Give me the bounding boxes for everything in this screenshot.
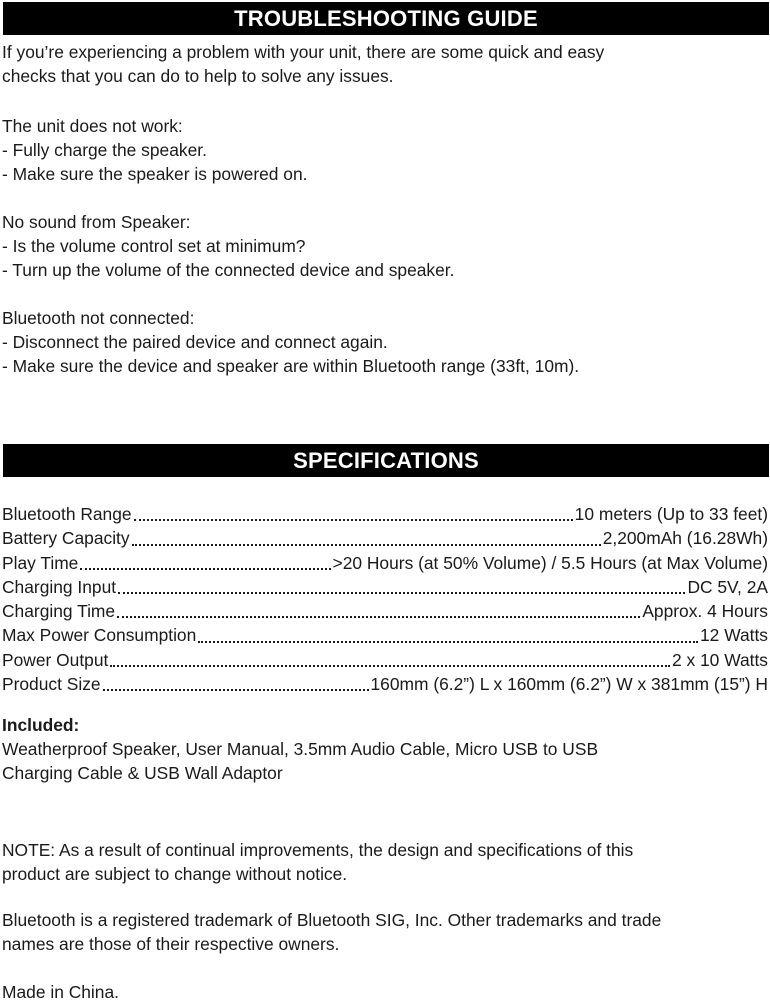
spec-row-power-output [2, 648, 768, 672]
spec-value: >20 Hours (at 50% Volume) / 5.5 Hours (at Max Volume) [332, 552, 768, 573]
issue-heading: Bluetooth not connected: [2, 308, 195, 328]
troubleshooting-intro [2, 40, 768, 88]
spec-row-max-power [2, 623, 768, 647]
spec-row-charging-time [2, 599, 768, 623]
spec-value: 2,200mAh (16.28Wh) [602, 528, 768, 549]
troubleshooting-title: TROUBLESHOOTING GUIDE [3, 2, 769, 35]
included-line: Charging Cable & USB Wall Adaptor [2, 763, 283, 783]
trademark-line: names are those of their respective owners. [2, 934, 340, 954]
dot-leader [103, 689, 369, 691]
spec-label: Bluetooth Range [2, 504, 132, 524]
issue-heading: The unit does not work: [2, 116, 183, 136]
spec-row-play-time [2, 551, 768, 575]
issue-step: - Turn up the volume of the connected device and speaker. [2, 260, 455, 280]
note-section [2, 838, 768, 886]
dot-leader [118, 592, 685, 594]
issue-step: - Fully charge the speaker. [2, 140, 207, 160]
trademark-section [2, 908, 768, 956]
issue-step: - Make sure the device and speaker are within Bluetooth range (33ft, 10m). [2, 356, 580, 376]
spec-value: 160mm (6.2”) L x 160mm (6.2”) W x 381mm (15”) H [370, 674, 768, 695]
spec-label: Max Power Consumption [2, 625, 197, 646]
specifications-title: SPECIFICATIONS [3, 444, 769, 477]
issue-step: - Disconnect the paired device and connect again. [2, 332, 388, 352]
spec-value: 12 Watts [700, 625, 768, 646]
spec-row-product-size [2, 672, 768, 696]
made-in-notice [2, 980, 768, 1001]
issue-bluetooth-not-connected [2, 306, 768, 378]
spec-label: Product Size [2, 674, 101, 695]
spec-label: Battery Capacity [2, 528, 130, 549]
dot-leader [80, 568, 330, 570]
troubleshooting-issues [2, 114, 768, 402]
spec-value: DC 5V, 2A [687, 576, 768, 597]
dot-leader [198, 641, 698, 643]
trademark-line: Bluetooth is a registered trademark of Bluetooth SIG, Inc. Other trademarks and trade [2, 910, 662, 930]
spec-label: Power Output [2, 649, 109, 670]
dot-leader [132, 544, 601, 546]
spec-row-charging-input [2, 575, 768, 599]
included-heading: Included: [2, 715, 80, 735]
dot-leader [110, 665, 670, 667]
dot-leader [117, 616, 640, 618]
spec-label: Charging Time [2, 601, 116, 622]
included-line: Weatherproof Speaker, User Manual, 3.5mm Audio Cable, Micro USB to USB [2, 739, 599, 759]
dot-leader [134, 519, 573, 521]
intro-line: checks that you can do to help to solve any issues. [2, 66, 394, 86]
issue-step: - Make sure the speaker is powered on. [2, 164, 308, 184]
spec-label: Play Time [2, 552, 79, 573]
spec-value: 10 meters (Up to 33 feet) [574, 504, 768, 524]
included-section [2, 713, 768, 785]
issue-step: - Is the volume control set at minimum? [2, 236, 306, 256]
spec-row-bluetooth-range [2, 502, 768, 526]
note-line: product are subject to change without notice. [2, 864, 348, 884]
intro-line: If you’re experiencing a problem with your unit, there are some quick and easy [2, 42, 605, 62]
made-in-line: Made in China. [2, 982, 119, 1001]
issue-heading: No sound from Speaker: [2, 212, 191, 232]
spec-value: 2 x 10 Watts [671, 649, 768, 670]
note-line: NOTE: As a result of continual improvements, the design and specifications of this [2, 840, 634, 860]
issue-unit-not-working [2, 114, 768, 186]
spec-value: Approx. 4 Hours [642, 601, 768, 622]
spec-label: Charging Input [2, 576, 117, 597]
spec-row-battery-capacity [2, 526, 768, 550]
specifications-list [2, 502, 768, 696]
issue-no-sound [2, 210, 768, 282]
